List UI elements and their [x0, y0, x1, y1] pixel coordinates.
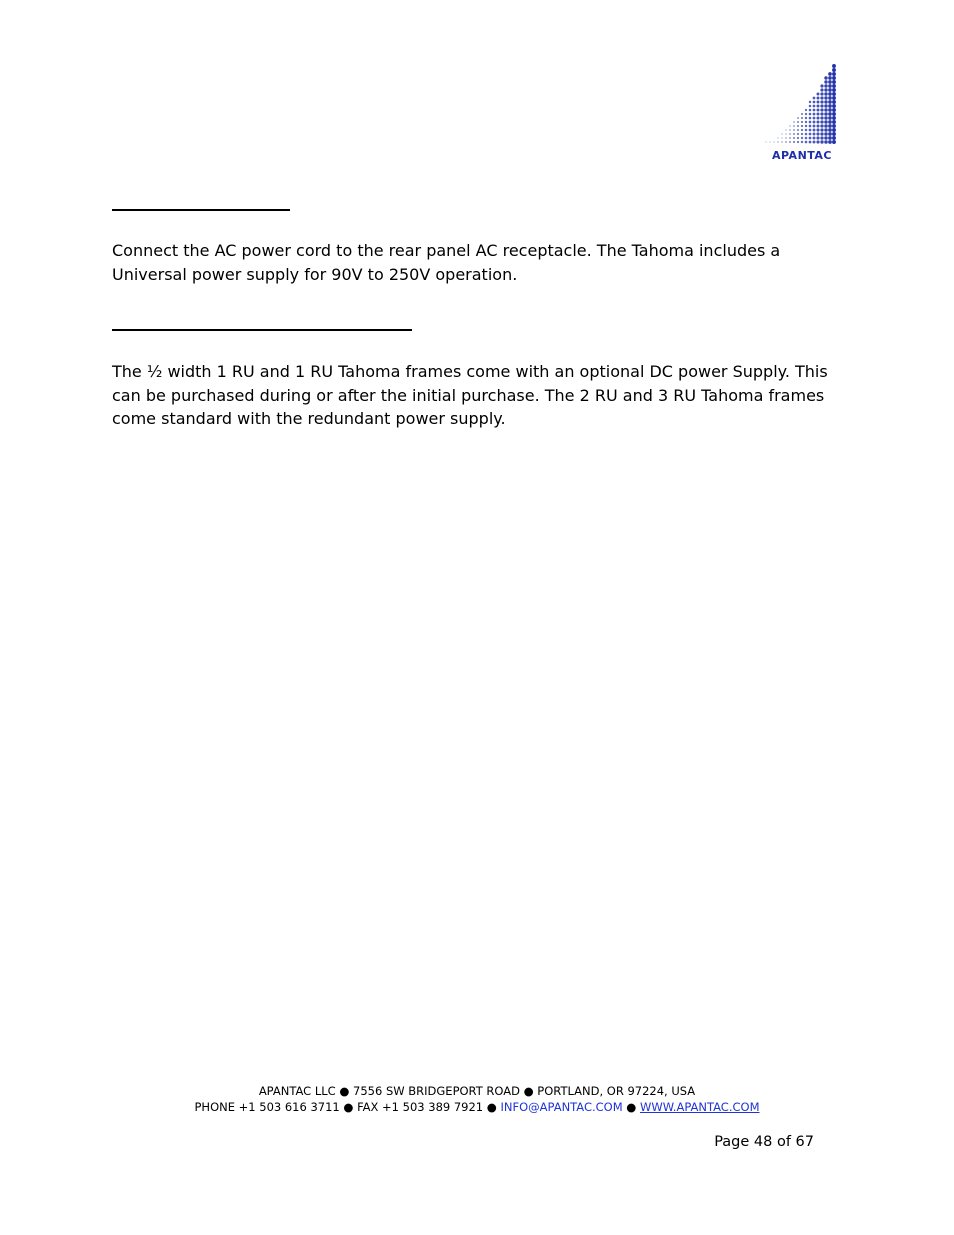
logo-dot: [813, 97, 816, 100]
logo-dot: [824, 96, 827, 99]
logo-dot: [832, 84, 836, 88]
logo-dot: [797, 133, 799, 135]
logo-dot: [793, 133, 795, 135]
logo-dot: [820, 116, 823, 119]
logo-dot: [828, 116, 832, 120]
logo-dot: [773, 141, 774, 142]
logo-dot: [820, 84, 823, 87]
logo-dot: [813, 101, 816, 104]
logo-dot: [832, 120, 836, 124]
logo-dot: [832, 72, 836, 76]
logo-dot: [832, 116, 836, 120]
logo-dot: [824, 120, 828, 124]
logo-dot: [789, 137, 791, 139]
logo-dot: [824, 132, 828, 136]
logo-dot: [828, 80, 832, 84]
logo-dot: [828, 124, 832, 128]
logo-dot: [809, 141, 812, 144]
logo-dot: [820, 108, 823, 111]
logo-dot: [820, 104, 823, 107]
logo-dot: [828, 136, 832, 140]
logo-dot: [797, 141, 799, 143]
logo-dot: [824, 104, 827, 107]
logo-dot: [809, 117, 812, 120]
logo-dot: [801, 137, 803, 139]
logo-dot: [824, 140, 828, 144]
logo-dot: [828, 128, 832, 132]
logo-dot: [809, 129, 812, 132]
logo-dot: [809, 101, 811, 103]
logo-dot: [832, 88, 836, 92]
logo-dot: [805, 121, 807, 123]
logo-dot: [828, 76, 832, 80]
logo-dot: [769, 141, 770, 142]
logo-dot: [820, 120, 823, 123]
logo-dot: [817, 93, 820, 96]
logo-dot: [793, 137, 795, 139]
logo-dot: [781, 133, 782, 134]
footer-website-link[interactable]: WWW.APANTAC.COM: [640, 1100, 760, 1114]
logo-dot: [828, 100, 832, 104]
logo-dot: [805, 109, 807, 111]
logo-dot: [813, 137, 816, 140]
logo-dot: [824, 112, 828, 116]
logo-dot: [817, 97, 820, 100]
logo-dot: [824, 116, 828, 120]
logo-dot: [805, 133, 808, 136]
logo-dot: [797, 121, 799, 123]
logo-dot: [797, 125, 799, 127]
logo-dot: [828, 92, 832, 96]
logo-dot: [820, 112, 823, 115]
logo-dot: [785, 129, 786, 130]
logo-dot: [793, 125, 795, 127]
apantac-logo: [764, 58, 840, 164]
logo-dot: [801, 129, 803, 131]
logo-dot: [832, 80, 836, 84]
footer-phone-fax: PHONE +1 503 616 3711 ● FAX +1 503 389 7921 ●: [194, 1100, 501, 1114]
logo-dot: [813, 125, 816, 128]
logo-dot: [789, 133, 791, 135]
logo-dot: [817, 101, 820, 104]
logo-dot: [797, 137, 799, 139]
logo-dot: [824, 84, 827, 87]
logo-dot: [832, 112, 836, 116]
logo-dot: [824, 76, 827, 79]
logo-dot: [813, 133, 816, 136]
logo-dot: [805, 137, 808, 140]
footer-email-link[interactable]: INFO@APANTAC.COM: [500, 1100, 623, 1114]
logo-dot: [820, 128, 823, 131]
logo-dot: [816, 108, 819, 111]
logo-dot: [816, 132, 819, 135]
logo-wordmark: APANTAC: [771, 149, 833, 162]
logo-dot: [813, 121, 816, 124]
section-heading-underline-1: [112, 209, 290, 211]
logo-dot: [813, 105, 816, 108]
logo-dot: [820, 96, 823, 99]
logo-dot: [816, 140, 819, 143]
logo-dot: [793, 141, 795, 143]
logo-dot: [816, 104, 819, 107]
logo-dot: [832, 128, 836, 132]
logo-dot: [828, 108, 832, 112]
logo-dot: [809, 105, 812, 108]
logo-dot: [785, 141, 787, 143]
logo-dot: [809, 137, 812, 140]
logo-dot: [809, 133, 812, 136]
logo-dot: [785, 133, 786, 134]
footer-separator: ●: [622, 1100, 641, 1114]
footer-address: APANTAC LLC ● 7556 SW BRIDGEPORT ROAD ● PORTLAND, OR 97224, USA: [258, 1084, 696, 1098]
logo-dot: [777, 137, 778, 138]
logo-dot: [828, 104, 832, 108]
logo-dot: [824, 80, 827, 83]
logo-dot: [828, 140, 832, 144]
logo-dot: [789, 141, 791, 143]
dc-power-paragraph: The ½ width 1 RU and 1 RU Tahoma frames come with an optional DC power Supply. This can be purchased during or after the initial purchase. The 2 RU and 3 RU Tahoma frames come standard with the redundant power supply.: [112, 362, 828, 428]
logo-dot: [816, 136, 819, 139]
apantac-logo-mark: [764, 58, 840, 164]
logo-dot: [812, 140, 815, 143]
logo-dot: [816, 112, 819, 115]
logo-dot: [832, 100, 836, 104]
logo-dot: [781, 137, 782, 138]
logo-dot: [785, 137, 787, 139]
logo-dot: [820, 124, 823, 127]
logo-dot: [805, 129, 808, 132]
logo-dot: [820, 136, 823, 139]
logo-dot: [832, 64, 836, 68]
logo-dot: [809, 121, 812, 124]
logo-dot: [816, 116, 819, 119]
logo-dot: [820, 132, 823, 135]
logo-dot: [805, 113, 807, 115]
logo-dot: [805, 117, 807, 119]
logo-dot: [809, 113, 812, 116]
logo-dot: [801, 125, 803, 127]
logo-dot: [801, 141, 803, 143]
logo-dot: [765, 141, 766, 142]
logo-dot: [832, 96, 836, 100]
page-number: Page 48 of 67: [714, 1134, 814, 1150]
footer-contact: [0, 1099, 954, 1115]
section-heading-underline-2: [112, 329, 412, 331]
logo-dot: [797, 117, 799, 119]
logo-dot: [832, 124, 836, 128]
logo-dot: [813, 117, 816, 120]
logo-dot: [809, 109, 812, 112]
logo-dot: [832, 92, 836, 96]
logo-dot: [824, 92, 827, 95]
logo-dot: [828, 96, 832, 100]
logo-dot: [832, 104, 836, 108]
logo-dot: [809, 125, 812, 128]
logo-dot: [824, 128, 828, 132]
logo-dot: [828, 132, 832, 136]
logo-dot: [813, 129, 816, 132]
logo-dot: [805, 125, 807, 127]
logo-dot: [824, 88, 827, 91]
logo-dot: [832, 108, 836, 112]
logo-dot: [824, 100, 827, 103]
logo-dot: [797, 129, 799, 131]
logo-dot: [820, 100, 823, 103]
logo-dot: [789, 125, 790, 126]
logo-dot: [828, 84, 832, 88]
logo-dot: [832, 136, 836, 140]
logo-dot: [832, 76, 836, 80]
logo-dot: [832, 68, 836, 72]
logo-dot: [824, 108, 827, 111]
logo-dot: [816, 120, 819, 123]
logo-dot: [820, 140, 823, 143]
logo-dot: [828, 72, 832, 76]
logo-dot: [777, 141, 778, 142]
logo-dot: [816, 128, 819, 131]
logo-dot: [816, 124, 819, 127]
logo-dot: [813, 113, 816, 116]
logo-dot: [820, 88, 823, 91]
logo-dot: [801, 121, 803, 123]
logo-dot: [801, 117, 803, 119]
logo-dot: [805, 141, 808, 144]
logo-dot: [820, 92, 823, 95]
logo-dot: [813, 109, 816, 112]
logo-dot: [832, 132, 836, 136]
logo-dot: [801, 113, 803, 115]
logo-dot: [824, 124, 828, 128]
logo-dot: [832, 140, 836, 144]
logo-dot: [781, 141, 783, 143]
logo-dot: [828, 120, 832, 124]
logo-dot: [793, 121, 795, 123]
logo-dot: [828, 88, 832, 92]
logo-dot: [789, 129, 790, 130]
logo-dot: [824, 136, 828, 140]
logo-dot: [801, 133, 803, 135]
ac-power-paragraph: Connect the AC power cord to the rear panel AC receptacle. The Tahoma includes a Universal power supply for 90V to 250V operation.: [112, 241, 781, 284]
logo-dot: [828, 112, 832, 116]
logo-dot: [793, 129, 795, 131]
